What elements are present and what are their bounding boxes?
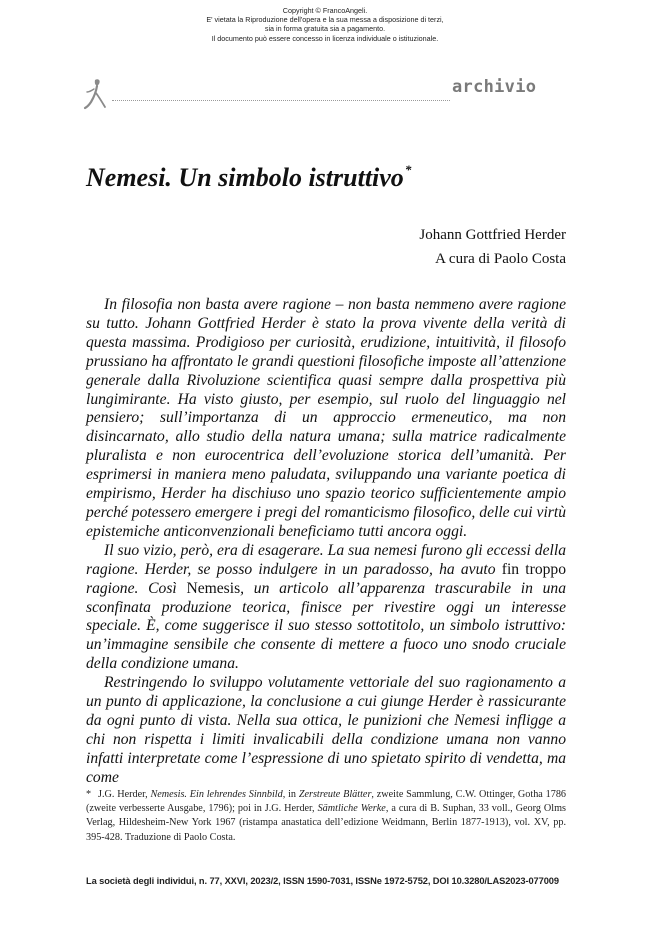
text-span: Nemesis	[186, 579, 241, 597]
author-name: Johann Gottfried Herder	[419, 227, 566, 243]
figure-logo-icon	[83, 76, 109, 110]
body-paragraph	[86, 542, 566, 674]
title-text: Nemesi. Un simbolo istruttivo	[86, 163, 404, 192]
title-footnote-mark: *	[404, 162, 412, 177]
body-paragraph: In filosofia non basta avere ragione – non basta nemmeno avere ragione su tutto. Johann Gottfried Herder è stato la prova vivente della verità di questa massima. Prodigioso per curiosità, erudizione, intuitività, il filosofo prussiano ha affrontato le grandi questioni filosofiche imposte all’attenzione generale dalla Rivoluzione scientifica quasi sempre dalla prospettiva più lungimirante. Ha visto giusto, per esempio, sul ruolo del linguaggio nel pensiero; sull’importanza di un approccio ermeneutico, ma non disincarnato, allo studio della natura umana; sulla matrice radicalmente pluralista e non eurocentrica dell’evoluzione storica dell’umanità. Per esprimersi in maniera meno paludata, sviluppando una variante poetica di empirismo, Herder ha dischiuso uno spazio teorico sufficientemente ampio perché potessero emergere i pregi del romanticismo filosofico, delle cui virtù epistemiche anticonvenzionali beneficiamo tutti ancora oggi.	[86, 296, 566, 540]
copyright-line: E' vietata la Riproduzione dell'opera e la sua messa a disposizione di terzi,	[206, 15, 444, 25]
copyright-line: sia in forma gratuita sia a pagamento.	[264, 24, 386, 34]
article-title	[86, 162, 411, 193]
text-span: ragione. Così	[86, 579, 177, 597]
copyright-notice	[0, 6, 650, 43]
editor-credit: A cura di Paolo Costa	[435, 251, 566, 267]
text-span: fin troppo	[501, 560, 567, 578]
copyright-line: Copyright © FrancoAngeli.	[282, 6, 368, 15]
footnote	[86, 788, 566, 845]
text-span: , in	[282, 789, 296, 800]
header-rule	[112, 100, 450, 101]
text-span: , un articolo all’apparenza trascurabile in una sconfinata produzione teorica, finisce per rivestire oggi un interesse speciale. È, come suggerisce il suo stesso sottotitolo, un simbolo istruttivo: un’immagine sensibile che consente di mettere a fuoco uno snodo cruciale della condizione umana.	[86, 579, 566, 673]
copyright-line: Il documento può essere concesso in licenza individuale o istituzionale.	[211, 33, 439, 43]
text-span: J.G. Herder,	[98, 789, 148, 800]
text-span: Il suo vizio, però, era di esagerare. La sua nemesi furono gli eccessi della ragione. Herder, se posso indulgere in un paradosso, ha avuto	[86, 541, 566, 578]
text-span: Nemesis. Ein lehrendes Sinnbild	[150, 789, 283, 800]
section-label: archivio	[452, 77, 537, 97]
text-span: Sämtliche Werke	[317, 803, 386, 815]
text-span: , a cura di B. Suphan, 33 voll., Georg Olms Verlag, Hildesheim-New York 1967 (ristampa anastatica dell’edizione Weidmann, Berlin 1877-1913), vol. XV, pp. 395-428. Traduzione di Paolo Costa.	[86, 803, 566, 843]
journal-citation: La società degli individui, n. 77, XXVI, 2023/2, ISSN 1590-7031, ISSNe 1972-5752, DOI 10.3280/LAS2023-077009	[86, 876, 559, 886]
article-body	[86, 296, 566, 788]
body-paragraph: Restringendo lo sviluppo volutamente vettoriale del suo ragionamento a un punto di applicazione, la conclusione a cui giunge Herder è rassicurante da ogni punto di vista. Nella sua ottica, le punizioni che Nemesi infligge a chi non rispetta i limiti invalicabili della condizione umana non vanno infatti interpretate come l’espressione di uno spietato spirito di vendetta, ma come	[86, 674, 566, 786]
text-span: , zweite Sammlung, C.W. Ottinger, Gotha 1786 (zweite verbesserte Ausgabe, 1796); poi in J.G. Herder,	[86, 789, 567, 815]
text-span: Zerstreute Blätter	[298, 789, 372, 800]
footnote-mark: *	[86, 789, 92, 800]
